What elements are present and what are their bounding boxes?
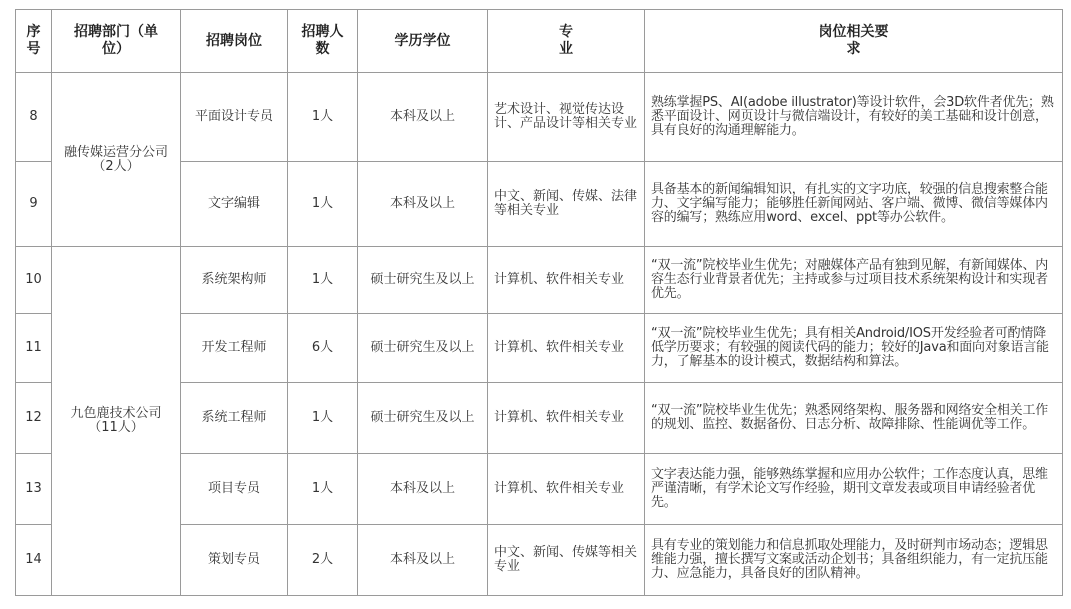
seq-cell: 14 xyxy=(16,525,52,596)
header-seq: 序 号 xyxy=(16,10,52,73)
position-cell: 策划专员 xyxy=(181,525,288,596)
education-cell: 本科及以上 xyxy=(358,454,488,525)
table-row xyxy=(16,73,1063,162)
department-name: 融传媒运营分公司 xyxy=(63,144,168,160)
education-cell: 硕士研究生及以上 xyxy=(358,314,488,383)
major-cell: 计算机、软件相关专业 xyxy=(488,314,645,383)
position-cell: 开发工程师 xyxy=(181,314,288,383)
education-cell: 硕士研究生及以上 xyxy=(358,247,488,314)
major-cell: 计算机、软件相关专业 xyxy=(488,247,645,314)
major-cell: 艺术设计、视觉传达设计、产品设计等相关专业 xyxy=(488,73,645,162)
position-cell: 平面设计专员 xyxy=(181,73,288,162)
header-dept: 招聘部门（单 位） xyxy=(52,10,181,73)
count-cell: 1人 xyxy=(288,73,358,162)
count-cell: 1人 xyxy=(288,454,358,525)
department-cell xyxy=(52,73,181,247)
requirements-cell: “双一流”院校毕业生优先；对融媒体产品有独到见解，有新闻媒体、内容生态行业背景者优先；主持或参与过项目技术系统架构设计和实现者优先。 xyxy=(645,247,1063,314)
education-cell: 本科及以上 xyxy=(358,162,488,247)
education-cell: 硕士研究生及以上 xyxy=(358,383,488,454)
requirements-cell: “双一流”院校毕业生优先；熟悉网络架构、服务器和网络安全相关工作的规划、监控、数据备份、日志分析、故障排除、性能调优等工作。 xyxy=(645,383,1063,454)
department-count: （11人） xyxy=(88,420,144,435)
header-education: 学历学位 xyxy=(358,10,488,73)
department-cell xyxy=(52,247,181,596)
header-row xyxy=(16,10,1063,73)
education-cell: 本科及以上 xyxy=(358,73,488,162)
table-row xyxy=(16,247,1063,314)
count-cell: 1人 xyxy=(288,247,358,314)
count-cell: 2人 xyxy=(288,525,358,596)
major-cell: 中文、新闻、传媒、法律等相关专业 xyxy=(488,162,645,247)
department-name: 九色鹿技术公司 xyxy=(70,406,162,421)
header-position: 招聘岗位 xyxy=(181,10,288,73)
requirements-cell: “双一流”院校毕业生优先；具有相关Android/IOS开发经验者可酌情降低学历要求；有较强的阅读代码的能力；较好的Java和面向对象语言能力，了解基本的设计模式，数据结构和算法。 xyxy=(645,314,1063,383)
count-cell: 6人 xyxy=(288,314,358,383)
seq-cell: 8 xyxy=(16,73,52,162)
education-cell: 本科及以上 xyxy=(358,525,488,596)
header-major: 专 业 xyxy=(488,10,645,73)
header-requirements: 岗位相关要 求 xyxy=(645,10,1063,73)
department-count: （2人） xyxy=(92,158,140,174)
count-cell: 1人 xyxy=(288,383,358,454)
requirements-cell: 熟练掌握PS、AI(adobe illustrator)等设计软件，会3D软件者优先；熟悉平面设计、网页设计与微信端设计，有较好的美工基础和设计创意，具有良好的沟通理解能力。 xyxy=(645,73,1063,162)
major-cell: 计算机、软件相关专业 xyxy=(488,454,645,525)
requirements-cell: 文字表达能力强，能够熟练掌握和应用办公软件；工作态度认真，思维严谨清晰，有学术论文写作经验，期刊文章发表或项目申请经验者优先。 xyxy=(645,454,1063,525)
count-cell: 1人 xyxy=(288,162,358,247)
position-cell: 系统架构师 xyxy=(181,247,288,314)
major-cell: 计算机、软件相关专业 xyxy=(488,383,645,454)
position-cell: 项目专员 xyxy=(181,454,288,525)
recruitment-table xyxy=(15,9,1063,596)
seq-cell: 10 xyxy=(16,247,52,314)
seq-cell: 11 xyxy=(16,314,52,383)
seq-cell: 9 xyxy=(16,162,52,247)
position-cell: 系统工程师 xyxy=(181,383,288,454)
requirements-cell: 具备基本的新闻编辑知识，有扎实的文字功底，较强的信息搜索整合能力、文字编写能力；能够胜任新闻网站、客户端、微博、微信等媒体内容的编写；熟练应用word、excel、ppt等办公软件。 xyxy=(645,162,1063,247)
header-count: 招聘人 数 xyxy=(288,10,358,73)
seq-cell: 12 xyxy=(16,383,52,454)
position-cell: 文字编辑 xyxy=(181,162,288,247)
requirements-cell: 具有专业的策划能力和信息抓取处理能力，及时研判市场动态；逻辑思维能力强，擅长撰写文案或活动企划书；具备组织能力，有一定抗压能力、应急能力，具备良好的团队精神。 xyxy=(645,525,1063,596)
major-cell: 中文、新闻、传媒等相关专业 xyxy=(488,525,645,596)
seq-cell: 13 xyxy=(16,454,52,525)
